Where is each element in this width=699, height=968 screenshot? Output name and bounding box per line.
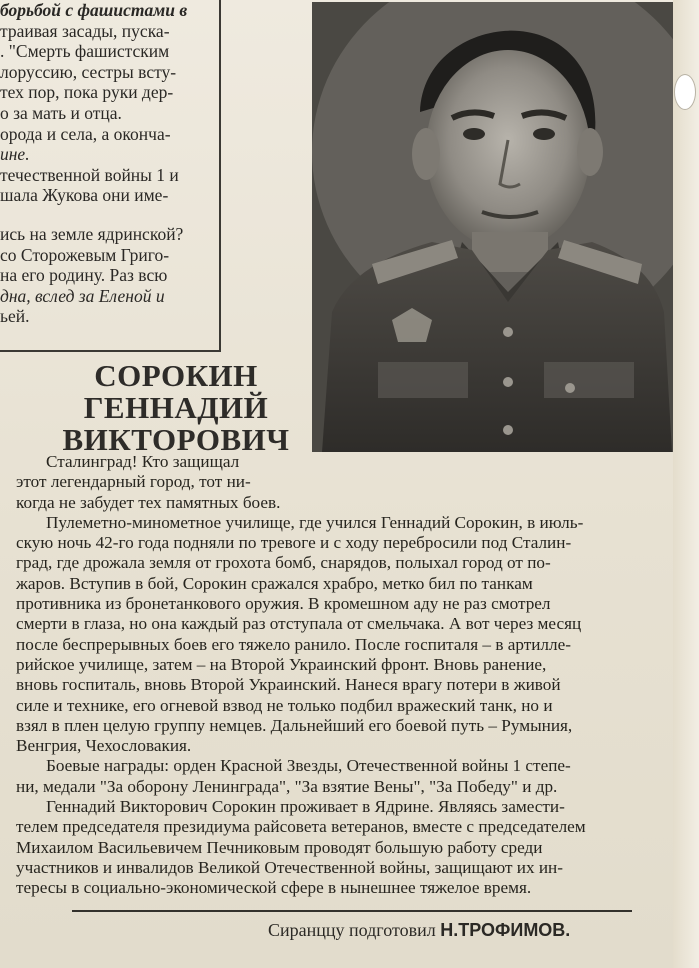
signature-prefix: Сиранццу подготовил [268,920,436,940]
article-line: смерти в глаза, но она каждый раз отступала от смельчака. А вот через месяц [16,614,582,634]
previous-article-line: течественной войны 1 и [0,164,179,185]
article-line: град, где дрожала земля от грохота бомб, снарядов, полыхал город от по- [16,553,551,573]
previous-article-line: ьей. [0,306,30,327]
article-line: противника из бронетанкового оружия. В кромешном аду не раз смотрел [16,594,551,614]
article-signature [268,920,570,941]
article-line: жаров. Вступив в бой, Сорокин сражался храбро, метко бил по танкам [16,573,533,593]
article-line: тересы в социально-экономической сфере в нынешнее тяжелое время. [16,878,532,898]
column-frame-bottom [0,350,221,352]
binding-hole [674,74,696,110]
article-line: взял в плен целую группу немцев. Дальнейший его боевой путь – Румыния, [16,715,573,735]
article-line: после беспрерывных боев его тяжело ранило. После госпиталя – в артилле- [16,634,571,654]
page-right-edge [673,0,699,968]
article-line: телем председателя президиума райсовета ветеранов, вместе с председателем [16,817,586,837]
previous-article-line: дна, вслед за Еленой и [0,285,165,306]
headline-surname: СОРОКИН [94,358,258,393]
previous-article-line: лоруссию, сестры всту- [0,61,177,82]
previous-article-line: . "Смерть фашистским [0,41,170,62]
article-line: Пулеметно-минометное училище, где учился Геннадий Сорокин, в июль- [46,512,584,532]
previous-article-column [0,0,218,350]
article-line: ни, медали "За оборону Ленинграда", "За взятие Вены", "За Победу" и др. [16,776,558,796]
headline-first-name: ГЕННАДИЙ [83,390,269,425]
article-line: силе и технике, его огневой взвод не только подбил вражеский танк, но и [16,695,553,715]
article-headline [40,360,312,456]
portrait-photo [312,2,674,452]
paragraph-gap [0,206,218,224]
previous-article-line: орода и села, а оконча- [0,123,171,144]
article-line: вновь госпиталь, вновь Второй Украинский. Нанеся врагу потери в живой [16,675,561,695]
signature-author: Н.ТРОФИМОВ. [440,920,571,940]
previous-article-line: борьбой с фашистами в [0,0,188,20]
article-line: участников и инвалидов Великой Отечественной войны, защищают их ин- [16,857,563,877]
previous-article-line: траивая засады, пуска- [0,20,170,41]
closing-rule [72,910,632,912]
soldier-portrait-icon [312,2,674,452]
previous-article-line: со Сторожевым Григо- [0,244,170,265]
article-line: рийское училище, затем – на Второй Украинский фронт. Вновь ранение, [16,654,547,674]
article-line: Венгрия, Чехословакия. [16,736,192,756]
previous-article-line: тех пор, пока руки дер- [0,82,174,103]
article-line: этот легендарный город, тот ни- [16,472,251,492]
headline-patronymic: ВИКТОРОВИЧ [62,422,290,457]
article-line: скую ночь 42-го года подняли по тревоге и с ходу перебросили под Сталин- [16,533,572,553]
article-line: Сталинград! Кто защищал [46,452,240,471]
article-line: Михаилом Васильевичем Печниковым проводят большую работу среди [16,837,543,857]
article-line: Боевые награды: орден Красной Звезды, Отечественной войны 1 степе- [46,756,571,776]
previous-article-line: на его родину. Раз всю [0,265,168,286]
column-frame-right [219,0,221,350]
previous-article-line: ись на земле ядринской? [0,223,184,244]
previous-article-line: шала Жукова они име- [0,185,169,206]
article-line: когда не забудет тех памятных боев. [16,492,281,512]
previous-article-line: ине. [0,144,30,165]
previous-article-line: о за мать и отца. [0,102,122,123]
article-line: Геннадий Викторович Сорокин проживает в Ядрине. Являясь замести- [46,797,565,817]
article-body [16,452,670,899]
